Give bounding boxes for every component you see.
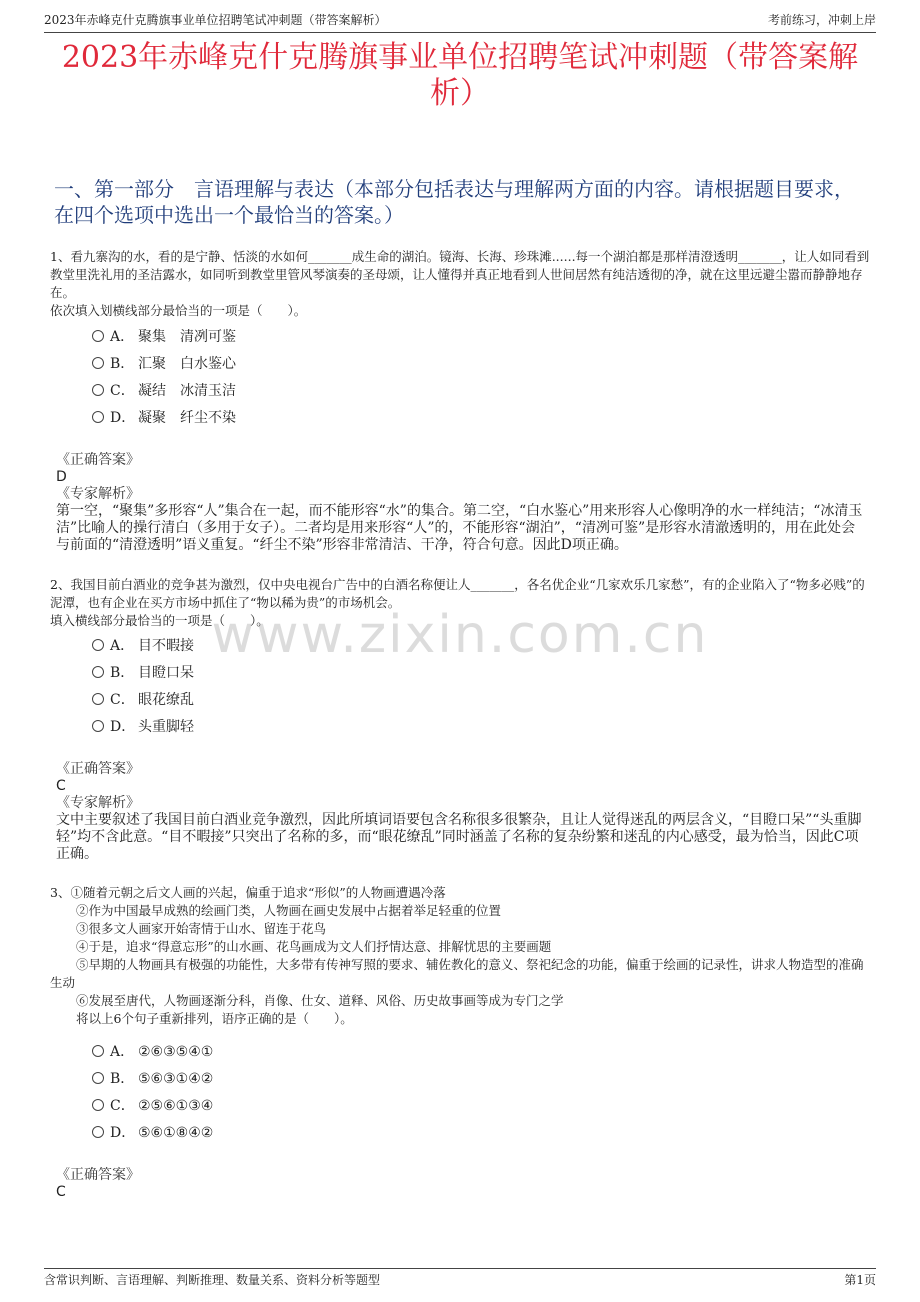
radio-icon[interactable] <box>92 720 104 732</box>
answer-label: 《正确答案》 <box>56 452 140 468</box>
radio-icon[interactable] <box>92 1099 104 1111</box>
radio-icon[interactable] <box>92 1045 104 1057</box>
question-3-answer <box>56 1167 868 1201</box>
question-1-answer <box>56 452 868 554</box>
question-prompt: 将以上6个句子重新排列，语序正确的是（ ）。 <box>76 1011 353 1026</box>
option-b[interactable]: B． 目瞪口呆 <box>92 660 194 687</box>
option-c[interactable]: C． 眼花缭乱 <box>92 687 194 714</box>
answer-value: C <box>56 1184 66 1200</box>
question-2-options <box>92 633 194 741</box>
radio-icon[interactable] <box>92 666 104 678</box>
answer-value: D <box>56 469 67 485</box>
sentence-2: ②作为中国最早成熟的绘画门类，人物画在画史发展中占据着举足轻重的位置 <box>76 903 502 918</box>
question-stem-text: 2、我国目前白酒业的竞争甚为激烈，仅中央电视台广告中的白酒名称便让人_______，各名优企业“几家欢乐几家愁”，有的企业陷入了“物多必贱”的泥潭，也有企业在买方市场中抓住了“物以稀为贵”的市场机会。 <box>50 577 865 610</box>
question-1-options <box>92 324 236 432</box>
answer-label: 《正确答案》 <box>56 761 140 777</box>
radio-icon[interactable] <box>92 1072 104 1084</box>
answer-value: C <box>56 778 66 794</box>
option-a[interactable]: A． 目不暇接 <box>92 633 194 660</box>
question-prompt: 依次填入划横线部分最恰当的一项是（ ）。 <box>50 303 307 318</box>
question-2-answer <box>56 761 868 863</box>
option-d[interactable]: D． ⑤⑥①⑧④② <box>92 1120 213 1147</box>
radio-icon[interactable] <box>92 639 104 651</box>
radio-icon[interactable] <box>92 1126 104 1138</box>
question-2-stem <box>50 576 874 630</box>
question-3-stem <box>50 884 874 1028</box>
analysis-label: 《专家解析》 <box>56 486 140 502</box>
option-b[interactable]: B． ⑤⑥③①④② <box>92 1066 213 1093</box>
header-doc-title: 2023年赤峰克什克腾旗事业单位招聘笔试冲刺题（带答案解析） <box>44 13 387 27</box>
option-d[interactable]: D． 凝聚 纤尘不染 <box>92 405 236 432</box>
radio-icon[interactable] <box>92 330 104 342</box>
sentence-4: ④于是，追求“得意忘形”的山水画、花鸟画成为文人们抒情达意、排解忧思的主要画题 <box>76 939 552 954</box>
option-c[interactable]: C． ②⑤⑥①③④ <box>92 1093 213 1120</box>
page-header <box>44 10 876 33</box>
option-a[interactable]: A． ②⑥③⑤④① <box>92 1039 213 1066</box>
analysis-label: 《专家解析》 <box>56 795 140 811</box>
section-heading: 一、第一部分 言语理解与表达（本部分包括表达与理解两方面的内容。请根据题目要求，在四个选项中选出一个最恰当的答案。） <box>54 177 854 227</box>
radio-icon[interactable] <box>92 357 104 369</box>
answer-label: 《正确答案》 <box>56 1167 140 1183</box>
page-number: 第1页 <box>844 1273 876 1287</box>
option-c[interactable]: C． 凝结 冰清玉洁 <box>92 378 236 405</box>
radio-icon[interactable] <box>92 693 104 705</box>
footer-topics: 含常识判断、言语理解、判断推理、数量关系、资料分析等题型 <box>44 1273 381 1287</box>
document-title: 2023年赤峰克什克腾旗事业单位招聘笔试冲刺题（带答案解析） <box>61 40 859 111</box>
option-a[interactable]: A． 聚集 清冽可鉴 <box>92 324 236 351</box>
watermark: www.zixin.com.cn <box>211 605 709 665</box>
sentence-6: ⑥发展至唐代，人物画逐渐分科，肖像、仕女、道释、风俗、历史故事画等成为专门之学 <box>76 993 564 1008</box>
question-1-stem <box>50 248 874 320</box>
option-d[interactable]: D． 头重脚轻 <box>92 714 194 741</box>
analysis-text: 第一空，“聚集”多形容“人”集合在一起，而不能形容“水”的集合。第二空，“白水鉴心”用来形容人心像明净的水一样纯洁；“冰清玉洁”比喻人的操行清白（多用于女子）。二者均是用来形容“人”的，不能形容“湖泊”，“清冽可鉴”是形容水清澈透明的，用在此处会与前面的“清澄透明”语义重复。“纤尘不染”形容非常清洁、干净，符合句意。因此D项正确。 <box>56 503 863 553</box>
radio-icon[interactable] <box>92 384 104 396</box>
question-stem-text: 3、①随着元朝之后文人画的兴起，偏重于追求“形似”的人物画遭遇冷落 <box>50 885 446 900</box>
sentence-3: ③很多文人画家开始寄情于山水、留连于花鸟 <box>76 921 327 936</box>
radio-icon[interactable] <box>92 411 104 423</box>
option-b[interactable]: B． 汇聚 白水鉴心 <box>92 351 236 378</box>
question-3-options <box>92 1039 213 1147</box>
header-slogan: 考前练习，冲刺上岸 <box>767 13 876 27</box>
analysis-text: 文中主要叙述了我国目前白酒业竞争激烈，因此所填词语要包含名称很多很繁杂，且让人觉得迷乱的两层含义，“目瞪口呆”“头重脚轻”均不含此意。“目不暇接”只突出了名称的多，而“眼花缭乱”同时涵盖了名称的复杂纷繁和迷乱的内心感受，最为恰当，因此C项正确。 <box>56 812 862 862</box>
question-prompt: 填入横线部分最恰当的一项是（ ）。 <box>50 613 269 628</box>
question-stem-text: 1、看九寨沟的水，看的是宁静、恬淡的水如何_______成生命的湖泊。镜海、长海、珍珠滩......每一个湖泊都是那样清澄透明_______，让人如同看到教堂里洗礼用的圣洁露水，如同听到教堂里管风琴演奏的圣母颂，让人懂得并真正地看到人世间居然有纯洁透彻的净，就在这里远避尘嚣而静静地存在。 <box>50 249 870 300</box>
sentence-5: ⑤早期的人物画具有极强的功能性，大多带有传神写照的要求、辅佐教化的意义、祭祀纪念的功能，偏重于绘画的记录性，讲求人物造型的准确生动 <box>50 957 864 990</box>
page-footer <box>44 1268 876 1293</box>
